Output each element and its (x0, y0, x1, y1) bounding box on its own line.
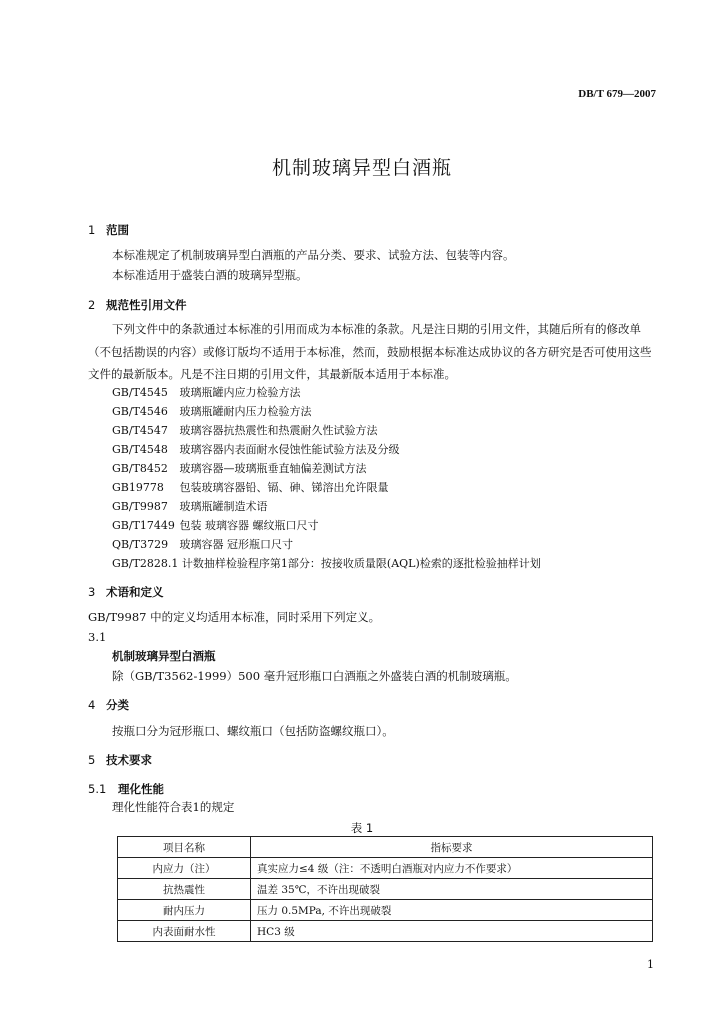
subsection-5-1-heading (88, 781, 164, 797)
standard-code: DB/T 679—2007 (578, 88, 656, 100)
reference-name: 包装 玻璃容器 螺纹瓶口尺寸 (179, 519, 319, 532)
reference-item (112, 555, 541, 571)
term-definition: 除（GB/T3562-1999）500 毫升冠形瓶口白酒瓶之外盛装白酒的机制玻璃瓶。 (112, 669, 517, 683)
table-row (118, 921, 653, 942)
reference-name: 包装玻璃容器铅、镉、砷、锑溶出允许限量 (179, 481, 389, 494)
table-cell-item: 耐内压力 (118, 900, 251, 921)
section-4-text: 按瓶口分为冠形瓶口、螺纹瓶口（包括防盗螺纹瓶口）。 (112, 724, 394, 738)
reference-item (112, 422, 378, 438)
section-title: 术语和定义 (106, 585, 164, 599)
section-number: 1 (88, 223, 96, 237)
reference-code: QB/T3729 (112, 538, 169, 551)
reference-name: 玻璃容器内表面耐水侵蚀性能试验方法及分级 (179, 443, 400, 456)
table-header-requirement: 指标要求 (251, 837, 653, 858)
table-cell-item: 抗热震性 (118, 879, 251, 900)
reference-code: GB/T17449 (112, 519, 175, 532)
subsection-5-1-text: 理化性能符合表1的规定 (112, 800, 235, 814)
table-cell-requirement: HC3 级 (251, 921, 653, 942)
spec-table (117, 836, 653, 942)
reference-code: GB19778 (112, 481, 164, 494)
table-row (118, 879, 653, 900)
reference-item (112, 403, 312, 419)
subsection-number: 5.1 (88, 782, 107, 796)
reference-code: GB/T4547 (112, 424, 168, 437)
reference-name: 玻璃瓶罐耐内压力检验方法 (179, 405, 312, 418)
table-header-row (118, 837, 653, 858)
table-cell-item: 内表面耐水性 (118, 921, 251, 942)
table-cell-requirement: 真实应力≤4 级（注：不透明白酒瓶对内应力不作要求） (251, 858, 653, 879)
section-1-line-1: 本标准规定了机制玻璃异型白酒瓶的产品分类、要求、试验方法、包装等内容。 (112, 248, 515, 262)
section-3-intro: GB/T9987 中的定义均适用本标准，同时采用下列定义。 (88, 610, 381, 624)
section-title: 范围 (106, 223, 129, 237)
reference-code: GB/T4548 (112, 443, 168, 456)
reference-item (112, 384, 301, 400)
reference-code: GB/T4545 (112, 386, 168, 399)
reference-item (112, 479, 389, 495)
reference-item (112, 498, 268, 514)
reference-item (112, 441, 400, 457)
table-row (118, 900, 653, 921)
reference-item (112, 460, 367, 476)
section-number: 4 (88, 698, 96, 712)
reference-name: 玻璃容器抗热震性和热震耐久性试验方法 (179, 424, 378, 437)
reference-code: GB/T9987 (112, 500, 168, 513)
reference-name: 玻璃容器 冠形瓶口尺寸 (179, 538, 293, 551)
section-1-heading (88, 222, 129, 238)
section-4-heading (88, 697, 129, 713)
section-number: 3 (88, 585, 96, 599)
document-title: 机制玻璃异型白酒瓶 (271, 157, 452, 179)
section-1-line-2: 本标准适用于盛装白酒的玻璃异型瓶。 (112, 268, 308, 282)
table-cell-item: 内应力（注） (118, 858, 251, 879)
section-number: 2 (88, 298, 96, 312)
section-5-heading (88, 752, 152, 768)
table-cell-requirement: 温差 35℃，不许出现破裂 (251, 879, 653, 900)
table-cell-requirement: 压力 0.5MPa, 不许出现破裂 (251, 900, 653, 921)
subsection-title: 理化性能 (118, 782, 164, 796)
section-title: 技术要求 (106, 753, 152, 767)
section-number: 5 (88, 753, 96, 767)
table-caption: 表 1 (350, 821, 374, 835)
page-number: 1 (647, 958, 654, 971)
reference-item (112, 517, 319, 533)
reference-name: 玻璃容器—玻璃瓶垂直轴偏差测试方法 (179, 462, 367, 475)
section-3-heading (88, 584, 164, 600)
table-row (118, 858, 653, 879)
section-2-heading (88, 297, 187, 313)
section-2-intro: 下列文件中的条款通过本标准的引用而成为本标准的条款。凡是注日期的引用文件，其随后所有的修改单（不包括勘误的内容）或修订版均不适用于本标准，然而，鼓励根据本标准达成协议的各方研究是否可使用这些文件的最新版本。凡是不注日期的引用文件，其最新版本适用于本标准。 (88, 322, 652, 381)
table-header-item: 项目名称 (118, 837, 251, 858)
reference-name: 玻璃瓶罐制造术语 (179, 500, 268, 513)
reference-code: GB/T8452 (112, 462, 168, 475)
subsection-number: 3.1 (88, 630, 107, 644)
section-title: 规范性引用文件 (106, 298, 187, 312)
term-heading: 机制玻璃异型白酒瓶 (112, 649, 216, 663)
section-title: 分类 (106, 698, 129, 712)
reference-code: GB/T4546 (112, 405, 168, 418)
reference-code: GB/T2828.1 (112, 557, 179, 570)
reference-name: 计数抽样检验程序第1部分：按接收质量限(AQL)检索的逐批检验抽样计划 (181, 557, 541, 570)
reference-item (112, 536, 293, 552)
reference-name: 玻璃瓶罐内应力检验方法 (179, 386, 301, 399)
